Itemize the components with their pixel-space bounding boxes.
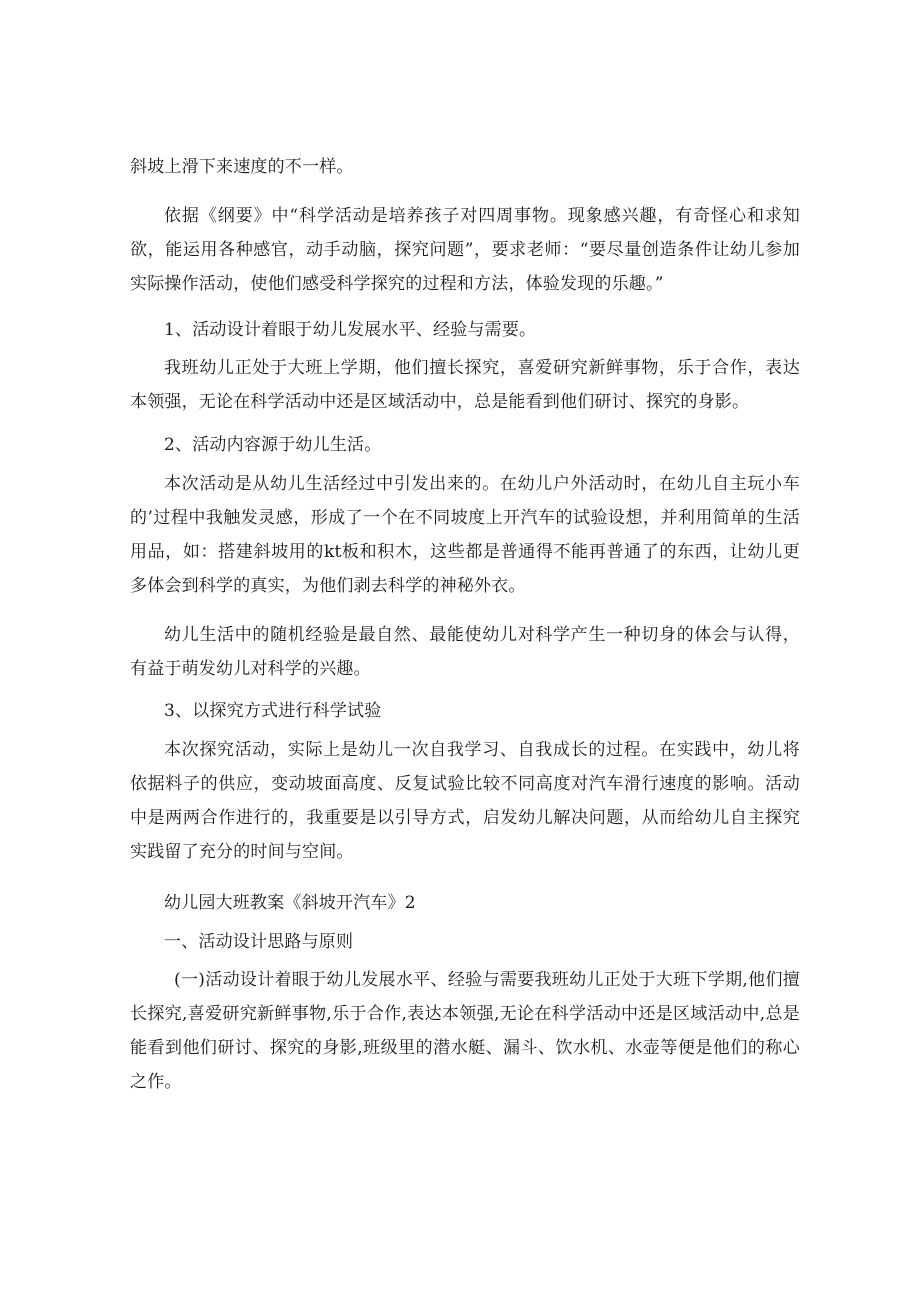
paragraph-class-profile: 我班幼儿正处于大班上学期，他们擅长探究，喜爱研究新鲜事物，乐于合作，表达本领强，无论在科学活动中还是区域活动中，总是能看到他们研讨、探究的身影。 bbox=[130, 358, 800, 412]
section-title-lesson-2: 幼儿园大班教案《斜坡开汽车》2 bbox=[164, 893, 416, 913]
paragraph-activity-origin: 本次活动是从幼儿生活经过中引发出来的。在幼儿户外活动时，在幼儿自主玩小车的’过程中我触发灵感，形成了一个在不同坡度上开汽车的试验设想，并利用简单的生活用品，如：搭建斜坡用的kt板和积木，这些都是普通得不能再普通了的东西，让幼儿更多体会到科学的真实，为他们剥去科学的神秘外衣。 bbox=[130, 474, 800, 596]
heading-point-3: 3、以探究方式进行科学试验 bbox=[164, 701, 382, 721]
paragraph-design-point-1: (一)活动设计着眼于幼儿发展水平、经验与需要我班幼儿正处于大班下学期,他们擅长探究,喜爱研究新鲜事物,乐于合作,表达本领强,无论在科学活动中还是区域活动中,总是能看到他们研讨、探究的身影,班级里的潜水艇、漏斗、饮水机、水壶等便是他们的称心之作。 bbox=[130, 970, 800, 1092]
heading-point-2: 2、活动内容源于幼儿生活。 bbox=[164, 435, 382, 455]
heading-point-1: 1、活动设计着眼于幼儿发展水平、经验与需要。 bbox=[164, 320, 537, 340]
paragraph-continuation: 斜坡上滑下来速度的不一样。 bbox=[130, 157, 354, 177]
paragraph-inquiry-activity: 本次探究活动，实际上是幼儿一次自我学习、自我成长的过程。在实践中，幼儿将依据料子的供应，变动坡面高度、反复试验比较不同高度对汽车滑行速度的影响。活动中是两两合作进行的，我重要是以引导方式，启发幼儿解决问题，从而给幼儿自主探究实践留了充分的时间与空间。 bbox=[130, 740, 800, 862]
heading-design-principles: 一、活动设计思路与原则 bbox=[164, 932, 354, 952]
paragraph-guideline-quote: 依据《纲要》中“科学活动是培养孩子对四周事物。现象感兴趣，有奇怪心和求知欲，能运用各种感官，动手动脑，探究问题”，要求老师：“要尽量创造条件让幼儿参加实际操作活动，使他们感受科学探究的过程和方法，体验发现的乐趣。” bbox=[130, 206, 800, 294]
paragraph-random-experience: 幼儿生活中的随机经验是最自然、最能使幼儿对科学产生一种切身的体会与认得，有益于萌发幼儿对科学的兴趣。 bbox=[130, 625, 800, 679]
